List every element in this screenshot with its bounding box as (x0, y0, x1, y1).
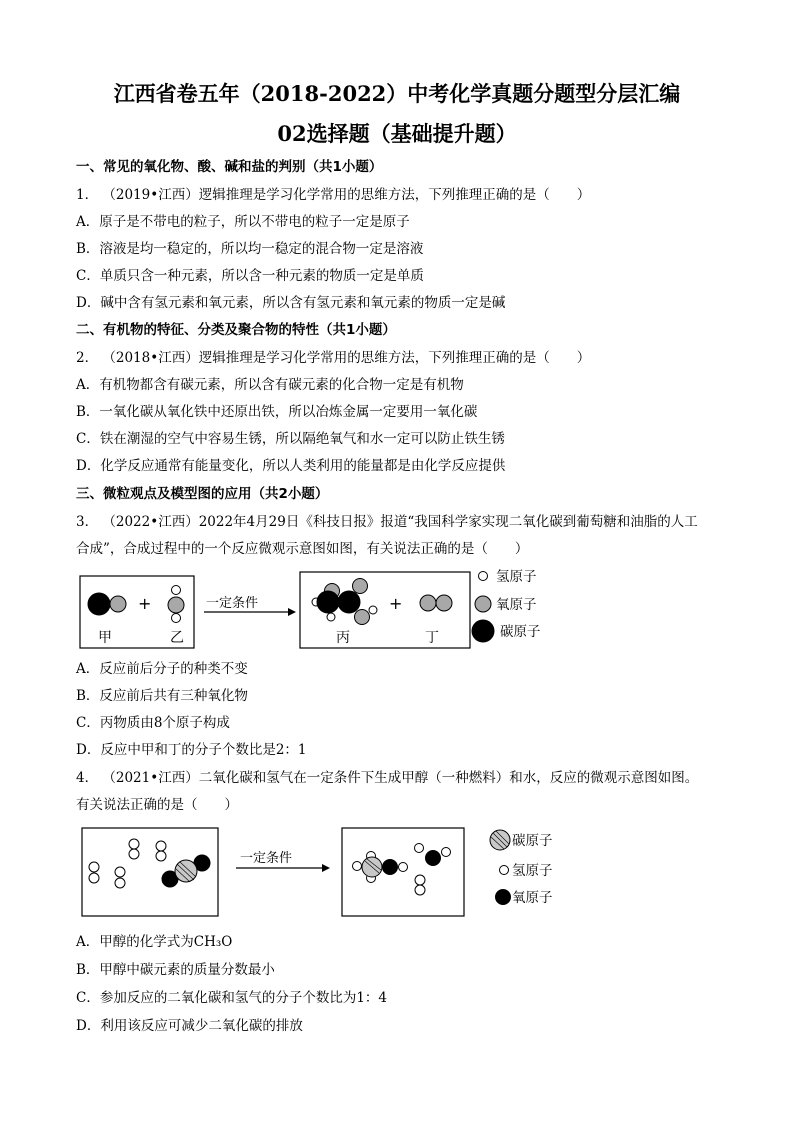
q3-label-bing: 丙 (336, 630, 350, 646)
q3-stem-line2: 合成”，合成过程中的一个反应微观示意图如图，有关说法正确的是（ ） (76, 541, 529, 557)
q4-reaction-diagram (76, 822, 566, 922)
q3-option-d: D．反应中甲和丁的分子个数比是2：1 (76, 742, 307, 758)
q3-legend-carbon-icon (472, 620, 494, 642)
q3-legend-hydrogen-icon (479, 572, 488, 581)
q3-reaction-diagram (76, 562, 556, 654)
q2-option-b: B．一氧化碳从氧化铁中还原出铁，所以冶炼金属一定要用一氧化碳 (76, 404, 478, 420)
q1-option-b: B．溶液是均一稳定的，所以均一稳定的混合物一定是溶液 (76, 241, 424, 257)
q4-option-b: B．甲醇中碳元素的质量分数最小 (76, 962, 275, 978)
q4-arrow-condition: 一定条件 (240, 851, 293, 866)
q1-option-a: A．原子是不带电的粒子，所以不带电的粒子一定是原子 (76, 214, 410, 230)
q3-label-ding: 丁 (425, 630, 439, 646)
q4-legend-carbon: 碳原子 (512, 833, 553, 849)
q3-label-yi: 乙 (170, 630, 184, 646)
q2-stem: 2． （2018•江西）逻辑推理是学习化学常用的思维方法，下列推理正确的是（ ） (76, 350, 591, 366)
q3-option-a: A．反应前后分子的种类不变 (76, 661, 248, 677)
q3-legend-hydrogen: 氢原子 (496, 569, 537, 585)
q4-legend-hydrogen-icon (500, 866, 509, 875)
q3-hydrogen-atom (172, 614, 181, 623)
q3-carbon-atom (88, 593, 110, 615)
document-subtitle: 02选择题（基础提升题） (277, 121, 517, 146)
q2-option-d: D．化学反应通常有能量变化，所以人类利用的能量都是由化学反应提供 (76, 458, 506, 474)
q3-arrow-condition: 一定条件 (206, 596, 259, 611)
q4-legend-oxygen-icon (496, 890, 511, 905)
q4-stem-line1: 4． （2021•江西）二氧化碳和氢气在一定条件下生成甲醇（一种燃料）和水，反应的微观示意图如图。 (76, 770, 699, 786)
section-heading-2: 二、有机物的特征、分类及聚合物的特性（共1小题） (76, 322, 396, 338)
q2-option-c: C．铁在潮湿的空气中容易生锈，所以隔绝氧气和水一定可以防止铁生锈 (76, 431, 505, 447)
q3-hydrogen-atom (172, 586, 181, 595)
q3-plus-left: + (138, 594, 152, 613)
q2-option-a: A．有机物都含有碳元素，所以含有碳元素的化合物一定是有机物 (76, 377, 464, 393)
q3-legend-oxygen: 氧原子 (496, 597, 537, 613)
document-title: 江西省卷五年（2018-2022）中考化学真题分题型分层汇编 (113, 81, 681, 106)
q3-legend-oxygen-icon (475, 596, 491, 612)
q4-legend-hydrogen: 氢原子 (512, 863, 553, 879)
section-heading-1: 一、常见的氧化物、酸、碱和盐的判别（共1小题） (76, 159, 383, 175)
q3-carbon-atom (338, 591, 360, 613)
q3-stem-line1: 3． （2022•江西）2022年4月29日《科技日报》报道“我国科学家实现二氧化碳到葡萄糖和油脂的人工 (76, 514, 698, 530)
section-heading-3: 三、微粒观点及模型图的应用（共2小题） (76, 486, 329, 502)
q4-option-d: D．利用该反应可减少二氧化碳的排放 (76, 1018, 303, 1034)
q3-label-jia: 甲 (98, 630, 112, 646)
q3-oxygen-atom (168, 597, 184, 613)
q3-option-c: C．丙物质由8个原子构成 (76, 715, 230, 731)
q4-stem-line2: 有关说法正确的是（ ） (76, 797, 238, 813)
q4-option-c: C．参加反应的二氧化碳和氢气的分子个数比为1：4 (76, 990, 388, 1006)
q1-option-d: D．碱中含有氢元素和氧元素，所以含有氢元素和氧元素的物质一定是碱 (76, 295, 506, 311)
q3-plus-right: + (389, 594, 403, 613)
q4-option-a: A．甲醇的化学式为CH₃O (76, 934, 233, 950)
q3-legend-carbon: 碳原子 (500, 624, 541, 640)
q1-stem: 1． （2019•江西）逻辑推理是学习化学常用的思维方法，下列推理正确的是（ ） (76, 187, 591, 203)
q1-option-c: C．单质只含一种元素，所以含一种元素的物质一定是单质 (76, 268, 424, 284)
q3-oxygen-atom (110, 596, 126, 612)
q3-carbon-atom (317, 591, 339, 613)
q4-legend-oxygen: 氧原子 (512, 890, 553, 906)
q3-option-b: B．反应前后共有三种氧化物 (76, 688, 248, 704)
